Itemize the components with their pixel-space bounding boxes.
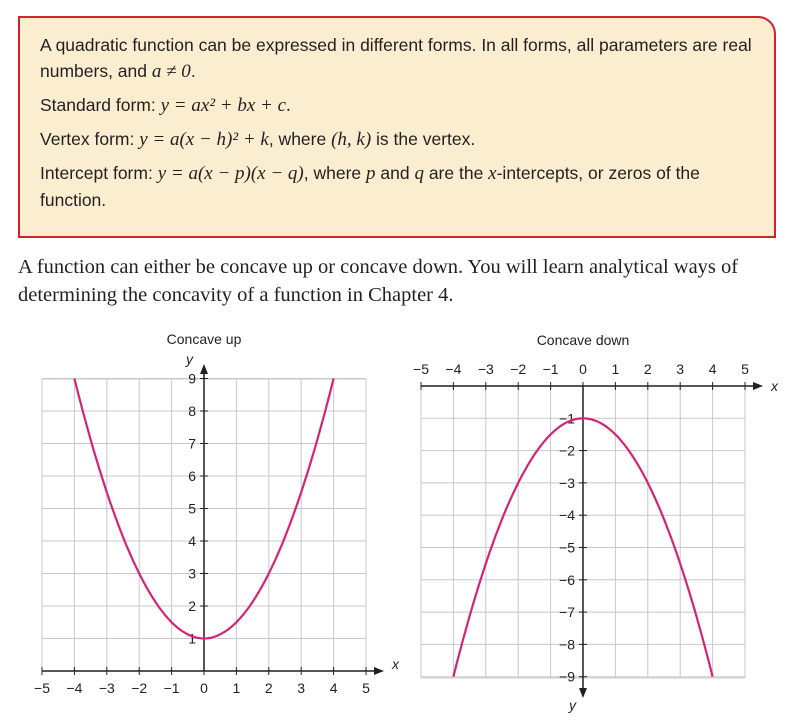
concave-down-graph [405,326,778,716]
x-axis-label: x [392,656,399,672]
x-tick-label: 0 [579,361,587,377]
x-tick-label: 3 [676,361,685,377]
y-tick-label: −4 [559,507,575,524]
concave-up-graph [22,326,399,716]
x-tick-label: 5 [741,361,749,377]
key-concept-box [18,16,776,238]
concavity-paragraph: A function can either be concave up or concave down. You will learn analytical ways of determining the concavity of a function in Chapter 4. [18,256,739,306]
y-tick-label: 5 [188,500,196,517]
x-tick-label: −4 [66,680,83,696]
callout-standard-form: Standard form: y = ax² + bx + c. [40,95,291,116]
chart-title: Concave up [166,331,242,347]
x-tick-label: −4 [445,361,462,377]
y-tick-label: 2 [188,598,196,614]
y-tick-label: −2 [559,442,575,459]
y-axis-arrow [579,688,587,698]
y-tick-label: 6 [188,468,196,484]
x-tick-label: −2 [131,680,148,696]
x-tick-label: −3 [98,680,115,696]
x-tick-label: −5 [34,680,50,696]
x-tick-label: 5 [362,680,370,696]
x-tick-label: 1 [232,680,241,696]
y-tick-label: −5 [559,539,575,556]
x-tick-label: 4 [329,680,338,696]
y-tick-label: 9 [188,370,196,387]
callout-vertex-form: Vertex form: y = a(x − h)² + k, where (h, k) is the vertex. [40,129,476,150]
y-tick-label: 7 [188,435,196,452]
y-tick-label: −9 [559,668,575,685]
y-tick-label: 3 [188,565,196,582]
x-tick-label: 4 [708,361,717,377]
y-tick-label: −7 [559,604,575,621]
chart-title: Concave down [536,332,630,348]
x-axis-arrow [753,382,763,390]
y-tick-label: 8 [188,403,196,419]
callout-intercept-form: Intercept form: y = a(x − p)(x − q), where p and q are the x-intercepts, or zeros of the function. [40,163,700,210]
y-axis-label: y [186,351,193,367]
y-tick-label: −3 [559,474,575,491]
x-tick-label: −1 [542,361,559,377]
x-tick-label: 1 [611,361,620,377]
y-tick-label: 4 [188,533,196,549]
x-tick-label: 0 [200,680,208,696]
concave-up-svg [22,326,399,716]
x-tick-label: 2 [643,361,652,377]
x-tick-label: −5 [413,361,429,377]
y-tick-label: 1 [188,630,196,647]
x-axis-label: x [771,378,778,394]
callout-intro: A quadratic function can be expressed in different forms. In all forms, all parameters are real numbers, and a ≠ 0. [40,35,752,82]
x-tick-label: 2 [264,680,273,696]
y-tick-label: −8 [559,636,575,653]
x-axis-arrow [374,667,384,675]
y-tick-label: −6 [559,571,575,588]
concave-down-svg [405,326,778,716]
y-axis-label: y [569,697,576,713]
x-tick-label: 3 [297,680,306,696]
y-tick-label: −1 [559,410,575,427]
y-axis-arrow [200,364,208,374]
x-tick-label: −1 [163,680,180,696]
x-tick-label: −3 [477,361,494,377]
x-tick-label: −2 [510,361,527,377]
